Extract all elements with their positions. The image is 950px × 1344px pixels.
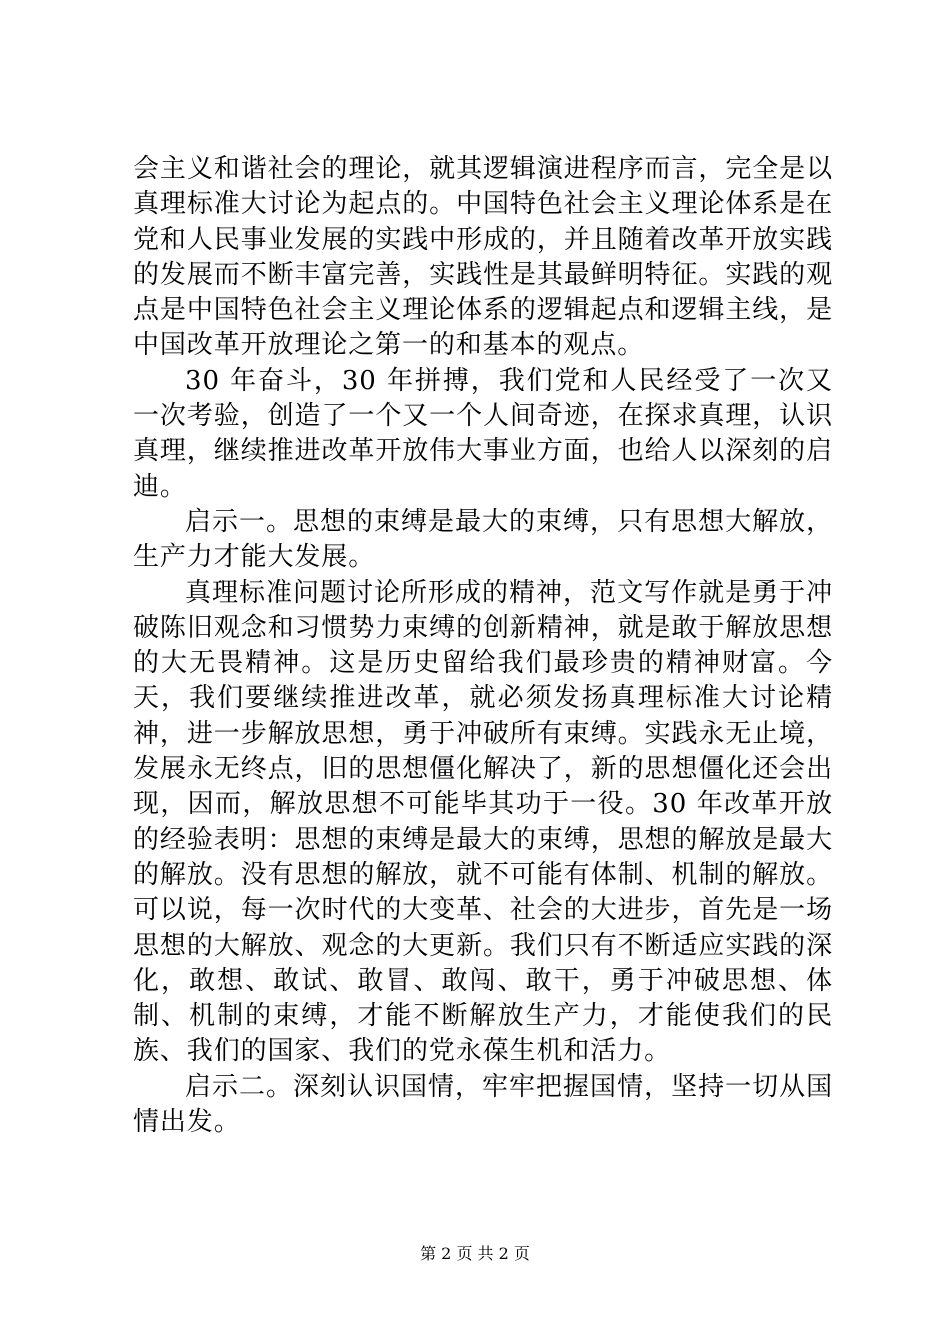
paragraph-continuation: 会主义和谐社会的理论，就其逻辑演进程序而言，完全是以真理标准大讨论为起点的。中国特色社会主义理论体系是在党和人民事业发展的实践中形成的，并且随着改革开放实践的发展而不断丰富完善，实践性是其最鲜明特征。实践的观点是中国特色社会主义理论体系的逻辑起点和逻辑主线，是中国改革开放理论之第一的和基本的观点。 <box>133 154 833 361</box>
page-footer: 第 2 页 共 2 页 <box>420 1244 530 1263</box>
paragraph-insight-two: 启示二。深刻认识国情，牢牢把握国情，坚持一切从国情出发。 <box>133 1071 833 1138</box>
paragraph-insight-one: 启示一。思想的束缚是最大的束缚，只有思想大解放，生产力才能大发展。 <box>133 506 833 573</box>
paragraph-truth-standard: 真理标准问题讨论所形成的精神，范文写作就是勇于冲破陈旧观念和习惯势力束缚的创新精神，就是敢于解放思想的大无畏精神。这是历史留给我们最珍贵的精神财富。今天，我们要继续推进改革，就必须发扬真理标准大讨论精神，进一步解放思想，勇于冲破所有束缚。实践永无止境，发展永无终点，旧的思想僵化解决了，新的思想僵化还会出现，因而，解放思想不可能毕其功于一役。30 年改革开放的经验表明：思想的束缚是最大的束缚，思想的解放是最大的解放。没有思想的解放，就不可能有体制、机制的解放。可以说，每一次时代的大变革、社会的大进步，首先是一场思想的大解放、观念的大更新。我们只有不断适应实践的深化，敢想、敢试、敢冒、敢闯、敢干，勇于冲破思想、体制、机制的束缚，才能不断解放生产力，才能使我们的民族、我们的国家、我们的党永葆生机和活力。 <box>133 577 833 1067</box>
paragraph-thirty-years: 30 年奋斗，30 年拼搏，我们党和人民经受了一次又一次考验，创造了一个又一个人间奇迹，在探求真理，认识真理，继续推进改革开放伟大事业方面，也给人以深刻的启迪。 <box>133 365 833 502</box>
document-body <box>133 152 833 1140</box>
